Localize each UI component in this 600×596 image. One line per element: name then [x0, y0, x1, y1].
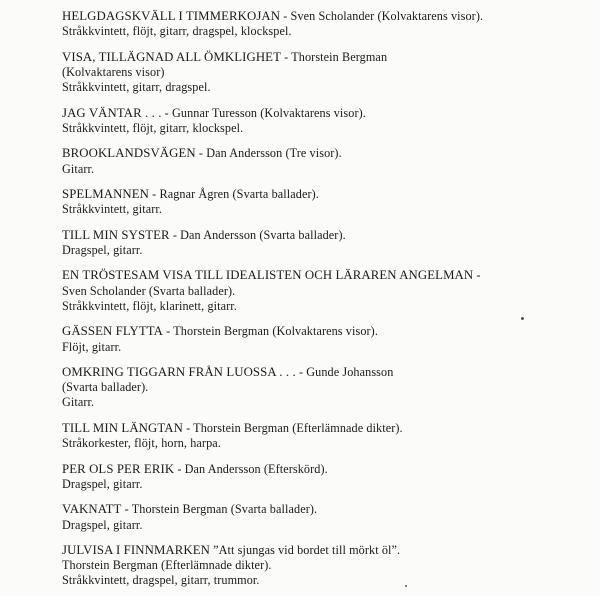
track-title: EN TRÖSTESAM VISA TILL IDEALISTEN OCH LÄRAREN ANGELMAN: [62, 268, 474, 283]
print-speck: [405, 585, 407, 587]
track-title: OMKRING TIGGARN FRÅN LUOSSA . . .: [62, 365, 296, 380]
track-credit: - Thorstein Bergman (Efterlämnade dikter).: [182, 420, 403, 435]
track-entry: [62, 421, 580, 451]
track-credit: - Thorstein Bergman (Kolvaktarens visor).: [163, 324, 378, 339]
track-line: [62, 573, 580, 588]
track-line: [62, 518, 580, 533]
track-line: [62, 284, 580, 299]
track-entry: [62, 228, 580, 258]
track-entry: [62, 187, 580, 217]
track-line: [62, 24, 580, 39]
track-title: VISA, TILLÄGNAD ALL ÖMKLIGHET: [62, 49, 281, 64]
track-credit: - Ragnar Ågren (Svarta ballader).: [149, 187, 319, 202]
track-line: [62, 106, 580, 121]
track-line: [62, 421, 580, 436]
print-speck: [521, 317, 524, 320]
track-credit: Stråkkvintett, flöjt, klarinett, gitarr.: [62, 298, 237, 313]
track-credit: - Dan Andersson (Tre visor).: [195, 146, 342, 161]
track-line: [62, 65, 580, 80]
track-entry: [62, 365, 580, 411]
track-line: [62, 395, 580, 410]
track-line: [62, 146, 580, 161]
track-entry: [62, 502, 580, 532]
track-line: [62, 462, 580, 477]
track-entry: [62, 543, 580, 589]
track-title: BROOKLANDSVÄGEN: [62, 146, 196, 161]
track-credit: Thorstein Bergman (Efterlämnade dikter).: [62, 558, 272, 573]
track-line: [62, 202, 580, 217]
track-credit: Sven Scholander (Svarta ballader).: [62, 283, 236, 298]
track-list: [62, 9, 580, 589]
track-credit: Gitarr.: [62, 395, 95, 410]
track-title: GÄSSEN FLYTTA: [62, 324, 164, 339]
track-entry: [62, 106, 580, 136]
track-credit: Stråkkvintett, dragspel, gitarr, trummor.: [62, 573, 260, 588]
track-credit: Stråkkvintett, flöjt, gitarr, dragspel, klockspel.: [62, 24, 292, 39]
track-line: [62, 502, 580, 517]
track-credit: - Gunnar Turesson (Kolvaktarens visor).: [161, 105, 366, 120]
track-credit: Stråkkvintett, gitarr, dragspel.: [62, 80, 211, 95]
track-credit: - Gunde Johansson: [295, 365, 394, 380]
track-credit: Gitarr.: [62, 161, 95, 176]
track-line: [62, 477, 580, 492]
track-line: [62, 436, 580, 451]
track-line: [62, 228, 580, 243]
track-line: [62, 558, 580, 573]
track-credit: Dragspel, gitarr.: [62, 517, 143, 532]
track-credit: (Svarta ballader).: [62, 380, 149, 395]
track-credit: ”Att sjungas vid bordet till mörkt öl”.: [210, 543, 401, 558]
track-line: [62, 340, 580, 355]
track-title: JAG VÄNTAR . . .: [62, 105, 162, 120]
track-credit: - Dan Andersson (Efterskörd).: [174, 461, 328, 476]
track-credit: Flöjt, gitarr.: [62, 339, 122, 354]
track-credit: - Thorstein Bergman (Svarta ballader).: [121, 502, 318, 517]
track-title: VAKNATT: [62, 502, 122, 517]
track-credit: - Thorstein Bergman: [281, 49, 388, 64]
track-line: [62, 50, 580, 65]
track-title: SPELMANNEN: [62, 187, 150, 202]
track-title: PER OLS PER ERIK: [62, 461, 175, 476]
track-line: [62, 365, 580, 380]
track-credit: Stråkkvintett, flöjt, gitarr, klockspel.: [62, 120, 244, 135]
track-entry: [62, 268, 580, 314]
track-line: [62, 243, 580, 258]
track-credit: Stråkkvintett, gitarr.: [62, 202, 163, 217]
track-line: [62, 380, 580, 395]
track-entry: [62, 9, 580, 39]
track-credit: - Dan Andersson (Svarta ballader).: [169, 227, 346, 242]
track-entry: [62, 462, 580, 492]
track-credit: Dragspel, gitarr.: [62, 476, 143, 491]
track-line: [62, 543, 580, 558]
track-title: HELGDAGSKVÄLL I TIMMERKOJAN: [62, 9, 281, 23]
track-entry: [62, 146, 580, 176]
track-title: TILL MIN LÄNGTAN: [62, 420, 183, 435]
track-entry: [62, 50, 580, 96]
track-credit: Stråkorkester, flöjt, horn, harpa.: [62, 436, 221, 451]
track-line: [62, 299, 580, 314]
track-entry: [62, 324, 580, 354]
track-credit: - Sven Scholander (Kolvaktarens visor).: [280, 9, 484, 23]
track-line: [62, 80, 580, 95]
track-line: [62, 121, 580, 136]
track-title: JULVISA I FINNMARKEN: [62, 543, 210, 558]
track-line: [62, 162, 580, 177]
track-line: [62, 324, 580, 339]
track-credit: Dragspel, gitarr.: [62, 242, 143, 257]
track-credit: -: [473, 268, 481, 283]
track-line: [62, 268, 580, 283]
track-credit: (Kolvaktarens visor): [62, 64, 165, 79]
track-line: [62, 9, 580, 24]
track-line: [62, 187, 580, 202]
track-title: TILL MIN SYSTER: [62, 227, 170, 242]
